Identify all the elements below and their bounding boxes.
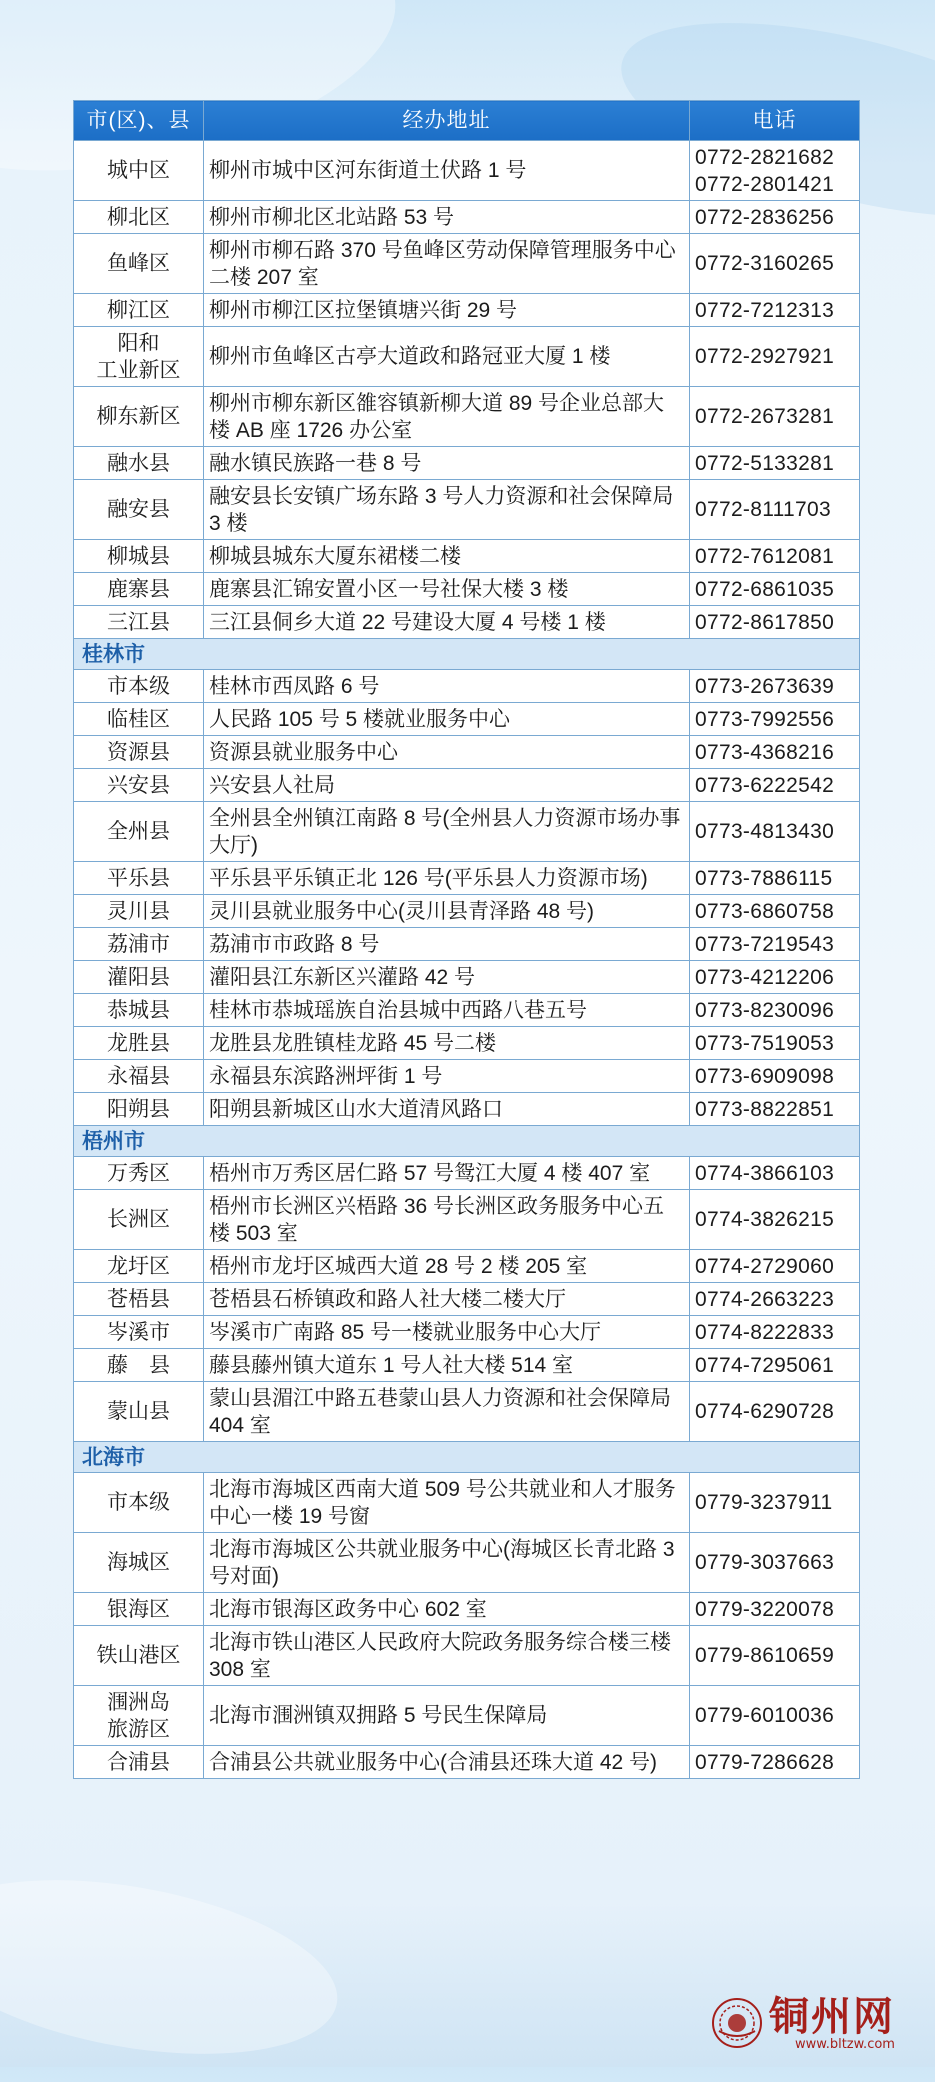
county-cell: 岑溪市: [74, 1316, 204, 1349]
county-cell: 融安县: [74, 480, 204, 540]
phone-cell: 0772-7212313: [690, 294, 860, 327]
phone-cell: 0773-6909098: [690, 1060, 860, 1093]
county-cell: 鹿寨县: [74, 573, 204, 606]
table-row: [74, 201, 860, 234]
county-cell: 城中区: [74, 141, 204, 201]
table-row: [74, 736, 860, 769]
address-cell: 柳城县城东大厦东裙楼二楼: [204, 540, 690, 573]
phone-cell: 0773-2673639: [690, 670, 860, 703]
phone-cell: 0773-7519053: [690, 1027, 860, 1060]
county-cell: 灌阳县: [74, 961, 204, 994]
address-cell: 北海市涠洲镇双拥路 5 号民生保障局: [204, 1686, 690, 1746]
phone-cell: 0779-3037663: [690, 1533, 860, 1593]
address-cell: 岑溪市广南路 85 号一楼就业服务中心大厅: [204, 1316, 690, 1349]
county-cell: 藤 县: [74, 1349, 204, 1382]
phone-cell: 0779-3237911: [690, 1473, 860, 1533]
county-cell: 永福县: [74, 1060, 204, 1093]
county-cell: 市本级: [74, 670, 204, 703]
address-cell: 融安县长安镇广场东路 3 号人力资源和社会保障局 3 楼: [204, 480, 690, 540]
phone-cell: 0773-4813430: [690, 802, 860, 862]
table-row: [74, 961, 860, 994]
address-cell: 苍梧县石桥镇政和路人社大楼二楼大厅: [204, 1283, 690, 1316]
table-row: [74, 895, 860, 928]
city-section-header: [74, 1126, 860, 1157]
address-cell: 北海市银海区政务中心 602 室: [204, 1593, 690, 1626]
phone-cell: 0779-3220078: [690, 1593, 860, 1626]
county-line: 工业新区: [96, 358, 181, 382]
county-cell: 融水县: [74, 447, 204, 480]
county-cell: 蒙山县: [74, 1382, 204, 1442]
county-cell: 铁山港区: [74, 1626, 204, 1686]
address-cell: 桂林市西凤路 6 号: [204, 670, 690, 703]
table-row: [74, 294, 860, 327]
office-address-table: [73, 100, 860, 1779]
table-row: [74, 1533, 860, 1593]
phone-cell: [690, 141, 860, 201]
county-cell: 长洲区: [74, 1190, 204, 1250]
address-cell: 平乐县平乐镇正北 126 号(平乐县人力资源市场): [204, 862, 690, 895]
county-cell: 鱼峰区: [74, 234, 204, 294]
address-cell: 灵川县就业服务中心(灵川县青泽路 48 号): [204, 895, 690, 928]
table-row: [74, 1157, 860, 1190]
address-cell: 柳州市柳北区北站路 53 号: [204, 201, 690, 234]
county-cell: 平乐县: [74, 862, 204, 895]
county-cell: 临桂区: [74, 703, 204, 736]
phone-cell: 0774-2663223: [690, 1283, 860, 1316]
county-cell: 龙圩区: [74, 1250, 204, 1283]
county-line: 涠洲岛: [107, 1690, 170, 1714]
phone-cell: 0772-7612081: [690, 540, 860, 573]
table-row: [74, 1283, 860, 1316]
address-cell: 三江县侗乡大道 22 号建设大厦 4 号楼 1 楼: [204, 606, 690, 639]
address-cell: 北海市铁山港区人民政府大院政务服务综合楼三楼 308 室: [204, 1626, 690, 1686]
header-address: 经办地址: [204, 101, 690, 141]
phone-cell: 0773-4212206: [690, 961, 860, 994]
table-row: [74, 573, 860, 606]
table-row: [74, 141, 860, 201]
phone-cell: 0774-3826215: [690, 1190, 860, 1250]
table-row: [74, 447, 860, 480]
address-cell: 梧州市长洲区兴梧路 36 号长洲区政务服务中心五楼 503 室: [204, 1190, 690, 1250]
header-county: 市(区)、县: [74, 101, 204, 141]
phone-cell: 0773-4368216: [690, 736, 860, 769]
address-cell: 鹿寨县汇锦安置小区一号社保大楼 3 楼: [204, 573, 690, 606]
county-cell: 全州县: [74, 802, 204, 862]
phone-cell: 0772-3160265: [690, 234, 860, 294]
phone-cell: 0774-3866103: [690, 1157, 860, 1190]
table-row: [74, 327, 860, 387]
address-cell: 永福县东滨路洲坪街 1 号: [204, 1060, 690, 1093]
header-phone: 电话: [690, 101, 860, 141]
address-cell: 柳州市柳江区拉堡镇塘兴街 29 号: [204, 294, 690, 327]
table-row: [74, 1316, 860, 1349]
address-cell: 全州县全州镇江南路 8 号(全州县人力资源市场办事大厅): [204, 802, 690, 862]
table-row: [74, 1027, 860, 1060]
table-header: [74, 101, 860, 141]
table-row: [74, 540, 860, 573]
phone-cell: 0772-2836256: [690, 201, 860, 234]
phone-cell: 0772-8111703: [690, 480, 860, 540]
table-row: [74, 1626, 860, 1686]
table-row: [74, 670, 860, 703]
address-cell: 阳朔县新城区山水大道清风路口: [204, 1093, 690, 1126]
county-cell: 恭城县: [74, 994, 204, 1027]
county-cell: 柳江区: [74, 294, 204, 327]
table-row: [74, 802, 860, 862]
address-cell: 荔浦市市政路 8 号: [204, 928, 690, 961]
phone-cell: 0772-6861035: [690, 573, 860, 606]
county-cell: 市本级: [74, 1473, 204, 1533]
table-row: [74, 1746, 860, 1779]
city-title: 梧州市: [74, 1126, 860, 1157]
address-cell: 柳州市柳石路 370 号鱼峰区劳动保障管理服务中心二楼 207 室: [204, 234, 690, 294]
city-title: 北海市: [74, 1442, 860, 1473]
county-line: 阳和: [117, 331, 160, 355]
address-cell: 梧州市万秀区居仁路 57 号鸳江大厦 4 楼 407 室: [204, 1157, 690, 1190]
phone-cell: 0772-5133281: [690, 447, 860, 480]
phone-cell: 0773-7219543: [690, 928, 860, 961]
phone-cell: 0774-7295061: [690, 1349, 860, 1382]
address-cell: 藤县藤州镇大道东 1 号人社大楼 514 室: [204, 1349, 690, 1382]
address-cell: 融水镇民族路一巷 8 号: [204, 447, 690, 480]
phone-cell: 0772-8617850: [690, 606, 860, 639]
table-row: [74, 606, 860, 639]
city-section-header: [74, 639, 860, 670]
table-row: [74, 994, 860, 1027]
phone-cell: 0779-7286628: [690, 1746, 860, 1779]
address-cell: 蒙山县湄江中路五巷蒙山县人力资源和社会保障局 404 室: [204, 1382, 690, 1442]
phone-cell: 0772-2927921: [690, 327, 860, 387]
county-cell: 合浦县: [74, 1746, 204, 1779]
address-cell: 北海市海城区公共就业服务中心(海城区长青北路 3 号对面): [204, 1533, 690, 1593]
table-row: [74, 1060, 860, 1093]
phone-cell: 0773-8230096: [690, 994, 860, 1027]
background-swoosh: [0, 1852, 351, 2082]
address-cell: 资源县就业服务中心: [204, 736, 690, 769]
county-cell: 阳朔县: [74, 1093, 204, 1126]
phone-cell: 0774-2729060: [690, 1250, 860, 1283]
phone-cell: 0773-7886115: [690, 862, 860, 895]
address-cell: 柳州市柳东新区雒容镇新柳大道 89 号企业总部大楼 AB 座 1726 办公室: [204, 387, 690, 447]
table-row: [74, 234, 860, 294]
watermark-url: www.bltzw.com: [795, 2037, 895, 2052]
table-row: [74, 480, 860, 540]
phone-cell: 0772-2673281: [690, 387, 860, 447]
phone-number: 0772-2821682: [695, 145, 835, 169]
phone-cell: 0773-6222542: [690, 769, 860, 802]
table-row: [74, 1093, 860, 1126]
city-section-header: [74, 1442, 860, 1473]
county-cell: 柳东新区: [74, 387, 204, 447]
phone-cell: 0779-8610659: [690, 1626, 860, 1686]
county-cell: 资源县: [74, 736, 204, 769]
phone-number: 0772-2801421: [695, 172, 835, 196]
table-row: [74, 703, 860, 736]
phone-cell: 0779-6010036: [690, 1686, 860, 1746]
county-cell: 银海区: [74, 1593, 204, 1626]
site-watermark: [711, 1995, 921, 2053]
county-line: 旅游区: [107, 1717, 170, 1741]
table-row: [74, 769, 860, 802]
address-cell: 桂林市恭城瑶族自治县城中西路八巷五号: [204, 994, 690, 1027]
address-cell: 柳州市城中区河东街道土伏路 1 号: [204, 141, 690, 201]
county-cell: [74, 327, 204, 387]
table-row: [74, 862, 860, 895]
table-row: [74, 1250, 860, 1283]
county-cell: 三江县: [74, 606, 204, 639]
address-cell: 梧州市龙圩区城西大道 28 号 2 楼 205 室: [204, 1250, 690, 1283]
phone-cell: 0773-6860758: [690, 895, 860, 928]
city-title: 桂林市: [74, 639, 860, 670]
table-row: [74, 1190, 860, 1250]
county-cell: 柳北区: [74, 201, 204, 234]
county-cell: 海城区: [74, 1533, 204, 1593]
address-cell: 人民路 105 号 5 楼就业服务中心: [204, 703, 690, 736]
address-cell: 北海市海城区西南大道 509 号公共就业和人才服务中心一楼 19 号窗: [204, 1473, 690, 1533]
county-cell: 灵川县: [74, 895, 204, 928]
county-cell: 兴安县: [74, 769, 204, 802]
table-row: [74, 1349, 860, 1382]
address-cell: 兴安县人社局: [204, 769, 690, 802]
county-cell: 苍梧县: [74, 1283, 204, 1316]
table-row: [74, 1686, 860, 1746]
county-cell: 万秀区: [74, 1157, 204, 1190]
table-row: [74, 1593, 860, 1626]
phone-cell: 0773-7992556: [690, 703, 860, 736]
county-cell: [74, 1686, 204, 1746]
phone-cell: 0774-8222833: [690, 1316, 860, 1349]
watermark-name: 铜州网: [769, 1993, 895, 2040]
county-cell: 柳城县: [74, 540, 204, 573]
table-row: [74, 928, 860, 961]
address-cell: 龙胜县龙胜镇桂龙路 45 号二楼: [204, 1027, 690, 1060]
county-cell: 龙胜县: [74, 1027, 204, 1060]
table-row: [74, 387, 860, 447]
address-cell: 柳州市鱼峰区古亭大道政和路冠亚大厦 1 楼: [204, 327, 690, 387]
phone-cell: 0773-8822851: [690, 1093, 860, 1126]
address-cell: 合浦县公共就业服务中心(合浦县还珠大道 42 号): [204, 1746, 690, 1779]
address-cell: 灌阳县江东新区兴灌路 42 号: [204, 961, 690, 994]
phone-cell: 0774-6290728: [690, 1382, 860, 1442]
table-row: [74, 1473, 860, 1533]
county-cell: 荔浦市: [74, 928, 204, 961]
circular-logo-icon: [711, 1997, 763, 2049]
table-row: [74, 1382, 860, 1442]
